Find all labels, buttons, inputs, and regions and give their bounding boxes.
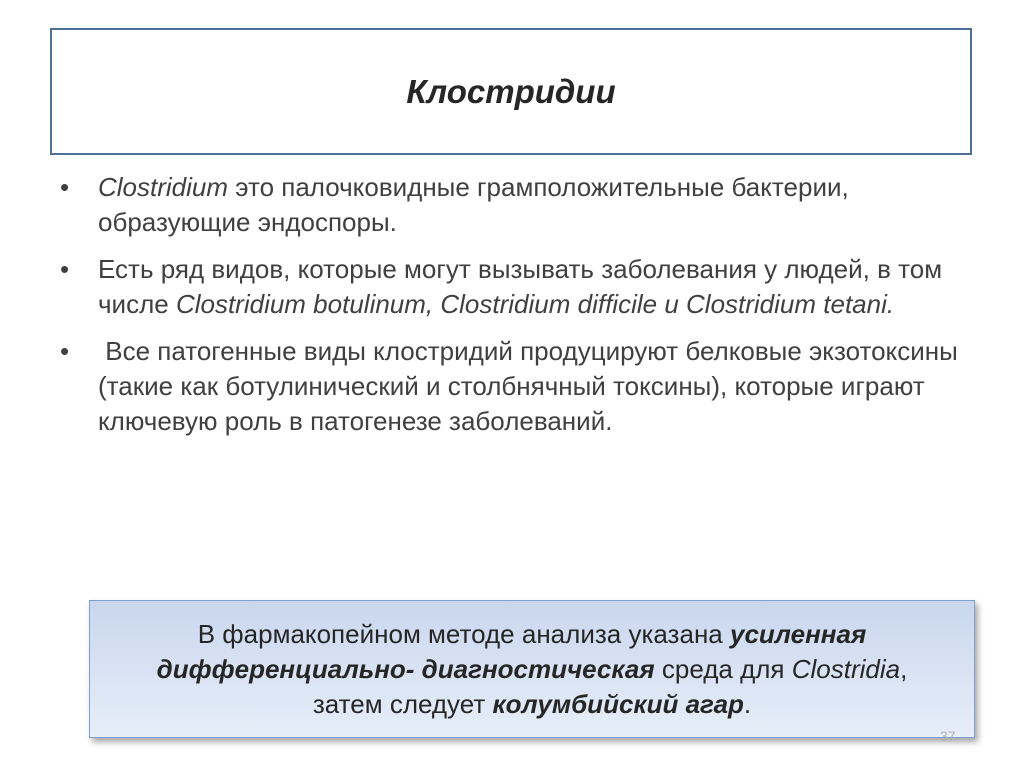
bullet-marker: • [60,172,70,202]
note-genus: Clostridia [791,653,901,684]
species-names: Clostridium botulinum, Clostridium difficile [175,289,658,319]
note-text [90,617,974,722]
genus-name: Clostridium [98,172,229,202]
bullet-marker: • [60,336,70,366]
bullet-text-1-body: это палочковидные грамположительные бактерии, образующие эндоспоры. [98,172,849,237]
bullet-text-1 [98,170,960,240]
note-part-3: среда для [654,653,792,684]
species-name-tetani: и Clostridium tetani. [664,289,895,319]
bullet-text-2-body: Есть ряд видов, которые могут вызывать заболевания у людей, в том числе [98,254,943,319]
title-box [50,28,972,155]
bullet-list [60,170,966,451]
note-agar-name: колумбийский агар [492,688,744,719]
note-medium-name: усиленная дифференциально- диагностическая [156,618,867,684]
note-box [89,600,975,738]
slide-title: Клостридии [406,72,616,110]
bullet-marker: • [60,254,70,284]
note-part-1: В фармакопейном методе анализа указана [197,618,730,649]
bullet-item-1 [60,170,960,240]
note-part-7: . [743,688,752,719]
page-number: 37 [940,728,956,744]
bullet-text-2 [98,252,960,322]
note-part-5: , затем следует [312,653,908,719]
bullet-item-2 [60,252,960,322]
bullet-item-3 [60,334,966,439]
bullet-text-3: Все патогенные виды клостридий продуцируют белковые экзотоксины (такие как ботулинический и столбнячный токсины), которые играют ключевую роль в патогенезе заболеваний. [98,336,966,436]
